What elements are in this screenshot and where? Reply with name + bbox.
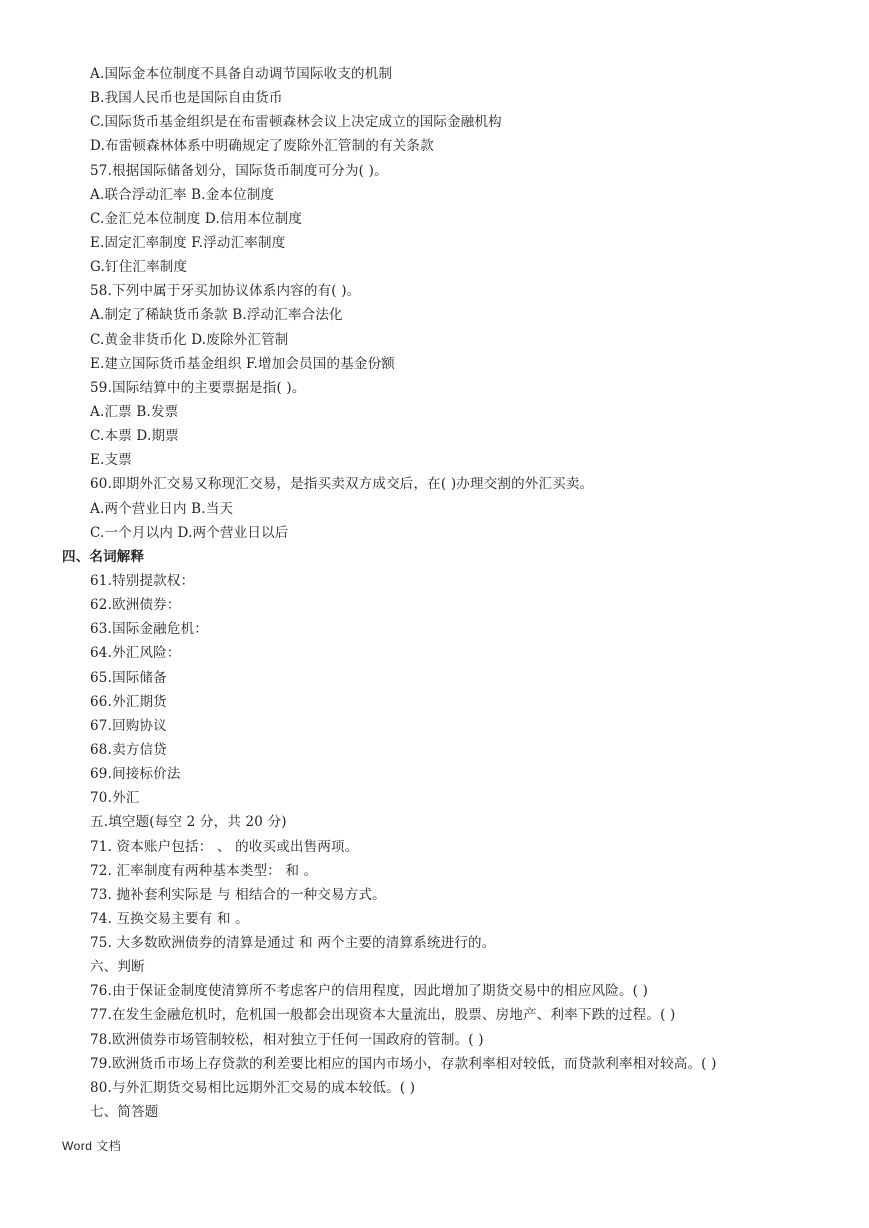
document-line: C.国际货币基金组织是在布雷顿森林会议上决定成立的国际金融机构 bbox=[90, 114, 502, 131]
document-line: 73. 抛补套利实际是 与 相结合的一种交易方式。 bbox=[90, 886, 386, 903]
document-line: 74. 互换交易主要有 和 。 bbox=[90, 910, 249, 927]
document-line: 69.间接标价法 bbox=[90, 766, 181, 783]
document-line: 71. 资本账户包括： 、 的收买或出售两项。 bbox=[90, 838, 359, 855]
document-line: 64.外汇风险： bbox=[90, 645, 181, 662]
document-line: A.两个营业日内 B.当天 bbox=[90, 500, 234, 517]
document-line: 六、判断 bbox=[90, 959, 145, 976]
document-line: 66.外汇期货 bbox=[90, 693, 167, 710]
document-line: 五.填空题(每空 2 分，共 20 分) bbox=[90, 814, 287, 831]
document-line: 77.在发生金融危机时，危机国一般都会出现资本大量流出，股票、房地产、利率下跌的过程。( ) bbox=[90, 1007, 676, 1024]
document-line: E.固定汇率制度 F.浮动汇率制度 bbox=[90, 234, 286, 251]
document-line: 70.外汇 bbox=[90, 790, 140, 807]
document-line: C.黄金非货币化 D.废除外汇管制 bbox=[90, 331, 289, 348]
document-line: A.制定了稀缺货币条款 B.浮动汇率合法化 bbox=[90, 307, 343, 324]
document-line: 68.卖方信贷 bbox=[90, 741, 167, 758]
document-line: C.本票 D.期票 bbox=[90, 428, 179, 445]
document-line: 59.国际结算中的主要票据是指( )。 bbox=[90, 379, 306, 396]
document-line: A.国际金本位制度不具备自动调节国际收支的机制 bbox=[90, 66, 393, 82]
document-line: B.我国人民币也是国际自由货币 bbox=[90, 90, 283, 107]
page-footer: Word 文档 bbox=[62, 1139, 122, 1153]
document-line: 65.国际储备 bbox=[90, 669, 167, 686]
document-line: A.联合浮动汇率 B.金本位制度 bbox=[90, 186, 275, 203]
document-line: 80.与外汇期货交易相比远期外汇交易的成本较低。( ) bbox=[90, 1079, 416, 1096]
section-heading: 四、名词解释 bbox=[62, 548, 145, 565]
document-line: 79.欧洲货币市场上存贷款的利差要比相应的国内市场小，存款利率相对较低，而贷款利率相对较高。( ) bbox=[90, 1055, 717, 1072]
document-line: A.汇票 B.发票 bbox=[90, 403, 179, 420]
document-line: 62.欧洲债券： bbox=[90, 597, 181, 614]
document-line: D.布雷顿森林体系中明确规定了废除外汇管制的有关条款 bbox=[90, 138, 434, 155]
document-line: 75. 大多数欧洲债券的清算是通过 和 两个主要的清算系统进行的。 bbox=[90, 935, 496, 952]
document-line: 七、简答题 bbox=[90, 1104, 159, 1121]
document-line: E.支票 bbox=[90, 452, 132, 469]
document-line: G.钉住汇率制度 bbox=[90, 259, 188, 276]
document-line: 72. 汇率制度有两种基本类型： 和 。 bbox=[90, 862, 318, 879]
document-line: C.一个月以内 D.两个营业日以后 bbox=[90, 524, 289, 541]
document-line: 58.下列中属于牙买加协议体系内容的有( )。 bbox=[90, 283, 361, 300]
document-line: 76.由于保证金制度使清算所不考虑客户的信用程度，因此增加了期货交易中的相应风险。( ) bbox=[90, 983, 649, 1000]
document-line: 60.即期外汇交易又称现汇交易，是指买卖双方成交后，在( )办理交割的外汇买卖。 bbox=[90, 476, 594, 493]
document-line: 63.国际金融危机： bbox=[90, 621, 208, 638]
document-body bbox=[0, 62, 869, 1124]
document-line: 67.回购协议 bbox=[90, 717, 167, 734]
document-line: 78.欧洲债券市场管制较松，相对独立于任何一国政府的管制。( ) bbox=[90, 1031, 484, 1048]
document-line: E.建立国际货币基金组织 F.增加会员国的基金份额 bbox=[90, 355, 395, 372]
document-line: C.金汇兑本位制度 D.信用本位制度 bbox=[90, 210, 303, 227]
document-line: 57.根据国际储备划分，国际货币制度可分为( )。 bbox=[90, 162, 388, 179]
document-line: 61.特别提款权： bbox=[90, 572, 195, 589]
